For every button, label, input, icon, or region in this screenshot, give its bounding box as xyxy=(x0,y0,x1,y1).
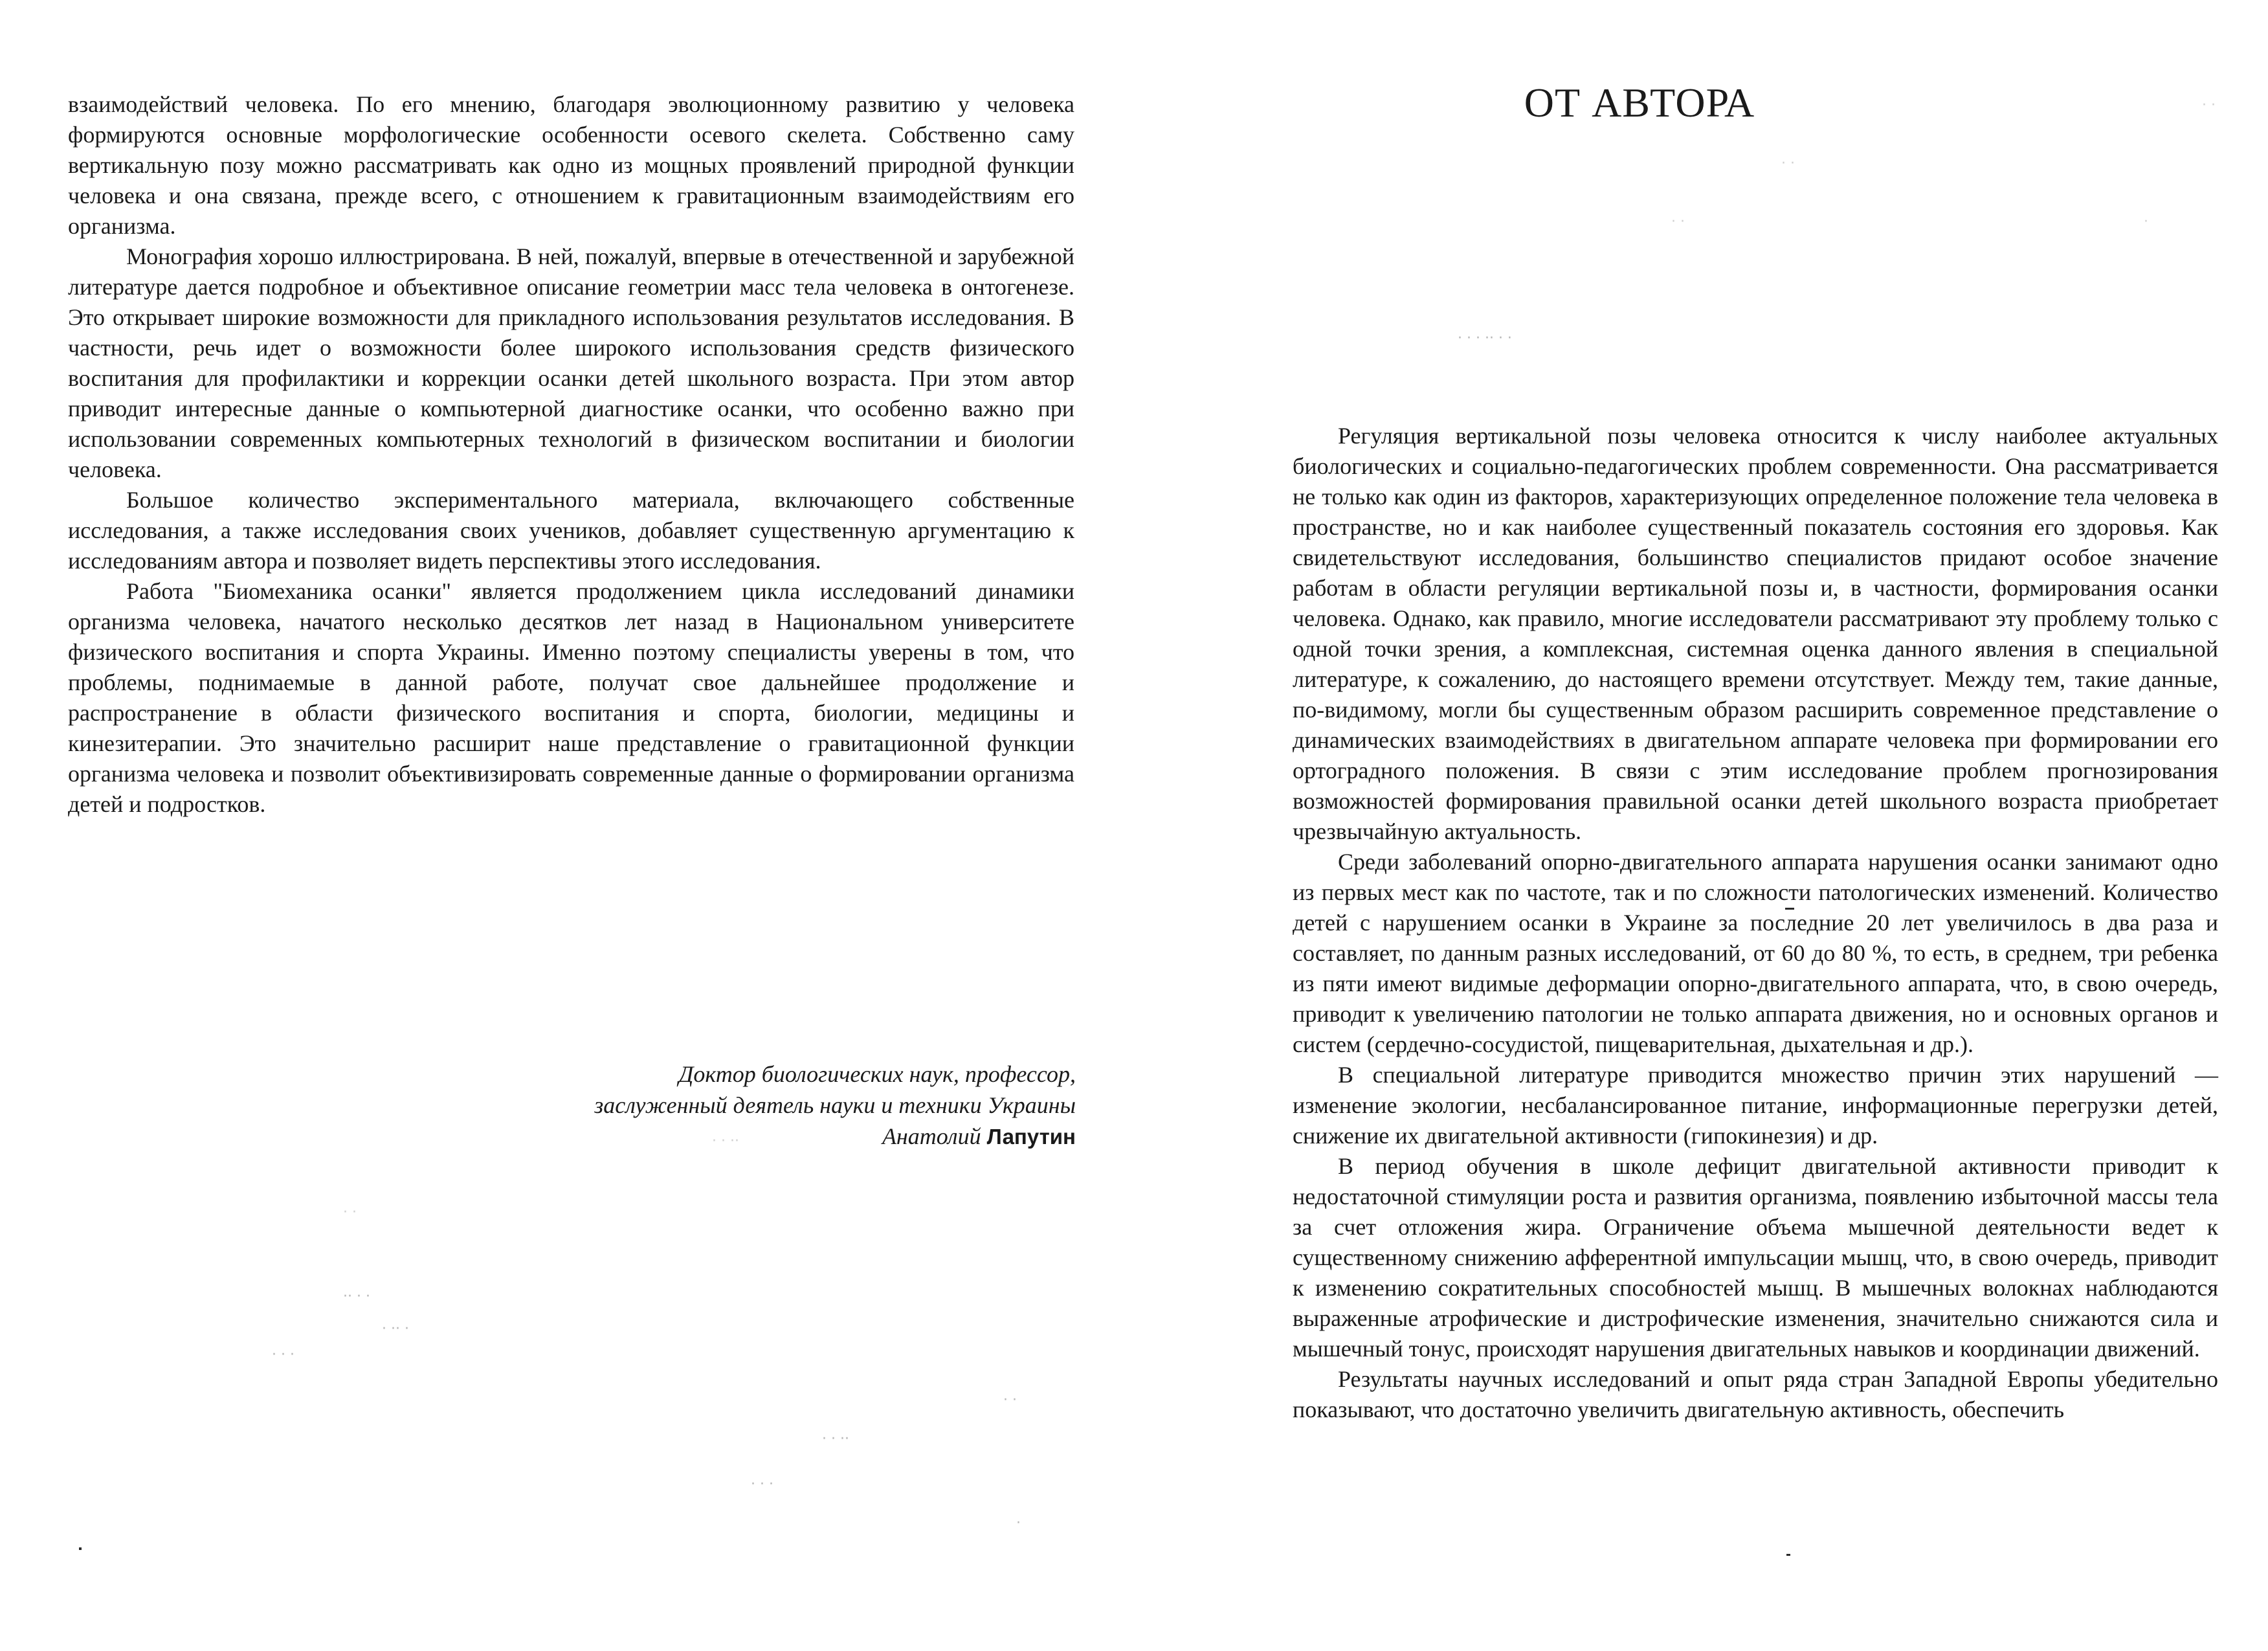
scan-noise: · · ·· xyxy=(712,1133,739,1149)
scan-noise: · xyxy=(1016,1515,1021,1531)
scan-noise: · · xyxy=(1781,155,1795,172)
right-page xyxy=(1134,0,2268,1651)
foreword-paragraph-2: Монография хорошо иллюстрирована. В ней, пожалуй, впервые в отечественной и зарубежной литературе дается подробное и объективное описание геометрии масс тела человека в онтогенезе. Это открывает широкие возможности для прикладного использования результатов исследования. В частности, речь идет о возможности более широкого использования средств физического воспитания для профилактики и коррекции осанки детей школьного возраста. При этом автор приводит интересные данные о компьютерной диагностике осанки, что особенно важно при использовании современных компьютерных технологий в физическом воспитании и биологии человека. xyxy=(68,243,1074,482)
scan-noise: · · xyxy=(2202,97,2216,113)
foreword-text-column xyxy=(68,89,1074,820)
scan-noise: · xyxy=(2144,214,2148,230)
scan-noise: · · · xyxy=(272,1347,295,1363)
scan-noise: · · · xyxy=(751,1476,773,1492)
author-paragraph-5: Результаты научных исследований и опыт ряда стран Западной Европы убедительно показывают, что достаточно увеличить двигательную активность, обеспечить xyxy=(1293,1366,2218,1422)
foreword-paragraph-4: Работа "Биомеханика осанки" является продолжением цикла исследований динамики организма человека, начатого несколько десятков лет назад в Национальном университете физического воспитания и спорта Украины. Именно поэтому специалисты уверены в том, что проблемы, поднимаемые в данной работе, получат свое дальнейшее продолжение и распространение в области физического воспитания и спорта, биологии, медицины и кинезитерапии. Это значительно расширит наше представление о гравитационной функции организма человека и позволит объективизировать современные данные о формировании организма детей и подростков. xyxy=(68,578,1074,817)
signature-title: заслуженный деятель науки и техники Украины xyxy=(594,1092,1076,1118)
signature-name xyxy=(594,1121,1076,1152)
scan-noise: · · xyxy=(1003,1392,1017,1408)
signature-degree: Доктор биологических наук, профессор, xyxy=(678,1061,1076,1087)
foreword-paragraph-3: Большое количество экспериментального материала, включающего собственные исследования, а также исследования своих учеников, добавляет существенную аргументацию к исследованиям автора и позволяет видеть перспективы этого исследования. xyxy=(68,487,1074,574)
author-text-column xyxy=(1293,421,2218,1425)
scan-noise: · · xyxy=(1671,214,1685,230)
section-title: ОТ АВТОРА xyxy=(1524,80,1755,126)
scan-noise: · · xyxy=(343,1204,357,1220)
scan-noise: · ·· · xyxy=(382,1321,409,1337)
scan-speck xyxy=(79,1547,82,1550)
author-paragraph-1: Регуляция вертикальной позы человека относится к числу наиболее актуальных биологических и социально-педагогических проблем современности. Она рассматривается не только как один из факторов, характеризующих определенное положение тела человека в пространстве, но и как наиболее существенный показатель состояния его здоровья. Как свидетельствуют исследования, большинство специалистов придают особое значение работам в области регуляции вертикальной позы и, в частности, формирования осанки человека. Однако, как правило, многие исследователи рассматривают эту проблему только с одной точки зрения, а комплексная, системная оценка данного явления в специальной литературе, к сожалению, до настоящего времени отсутствует. Между тем, такие данные, по-видимому, могли бы существенным образом расширить современное представление о динамических взаимодействиях в двигательном аппарате человека при формировании его ортоградного положения. В связи с этим исследование проблем прогнозирования возможностей формирования правильной осанки детей школьного возраста приобретает чрезвычайную актуальность. xyxy=(1293,423,2218,844)
signature-last-name: Лапутин xyxy=(986,1125,1076,1149)
scan-noise: ·· · · xyxy=(343,1288,370,1305)
foreword-paragraph-1: взаимодействий человека. По его мнению, благодаря эволюционному развитию у человека формируются основные морфологические особенности осевого скелета. Собственно саму вертикальную позу можно рассматривать как одно из мощных проявлений природной функции человека и она связана, прежде всего, с отношением к гравитационным взаимодействиям его организма. xyxy=(68,91,1074,239)
scan-noise: · · · ·· · · xyxy=(1458,330,1512,346)
signature-first-name: Анатолий xyxy=(882,1123,981,1149)
scan-speck xyxy=(1786,1554,1790,1556)
foreword-signature xyxy=(594,1059,1076,1152)
author-paragraph-4: В период обучения в школе дефицит двигательной активности приводит к недостаточной стимуляции роста и развития организма, появлению избыточной массы тела за счет отложения жира. Ограничение объема мышечной деятельности ведет к существенному снижению афферентной импульсации мышц, что, в свою очередь, приводит к изменению сократительных способностей мышц. В мышечных волокнах наблюдаются выраженные атрофические и дистрофические изменения, значительно снижаются сила и мышечный тонус, происходят нарушения двигательных навыков и координации движений. xyxy=(1293,1153,2218,1362)
author-paragraph-3: В специальной литературе приводится множество причин этих нарушений — изменение экологии, несбалансированное питание, информационные перегрузки детей, снижение их двигательной активности (гипокинезия) и др. xyxy=(1293,1062,2218,1149)
author-paragraph-2: Среди заболеваний опорно-двигательного аппарата нарушения осанки занимают одно из первых мест как по частоте, так и по сложности патологических изменений. Количество детей с нарушением осанки в Украине за последние 20 лет увеличилось в два раза и составляет, по данным разных исследований, от 60 до 80 %, то есть, в среднем, три ребенка из пяти имеют видимые деформации опорно-двигательного аппарата, что, в свою очередь, приводит к увеличению патологии не только аппарата движения, но и основных органов и систем (сердечно-сосудистой, пищеварительная, дыхательная и др.). xyxy=(1293,849,2218,1057)
scan-noise: · · ·· xyxy=(822,1431,849,1447)
scan-speck xyxy=(1785,908,1794,910)
